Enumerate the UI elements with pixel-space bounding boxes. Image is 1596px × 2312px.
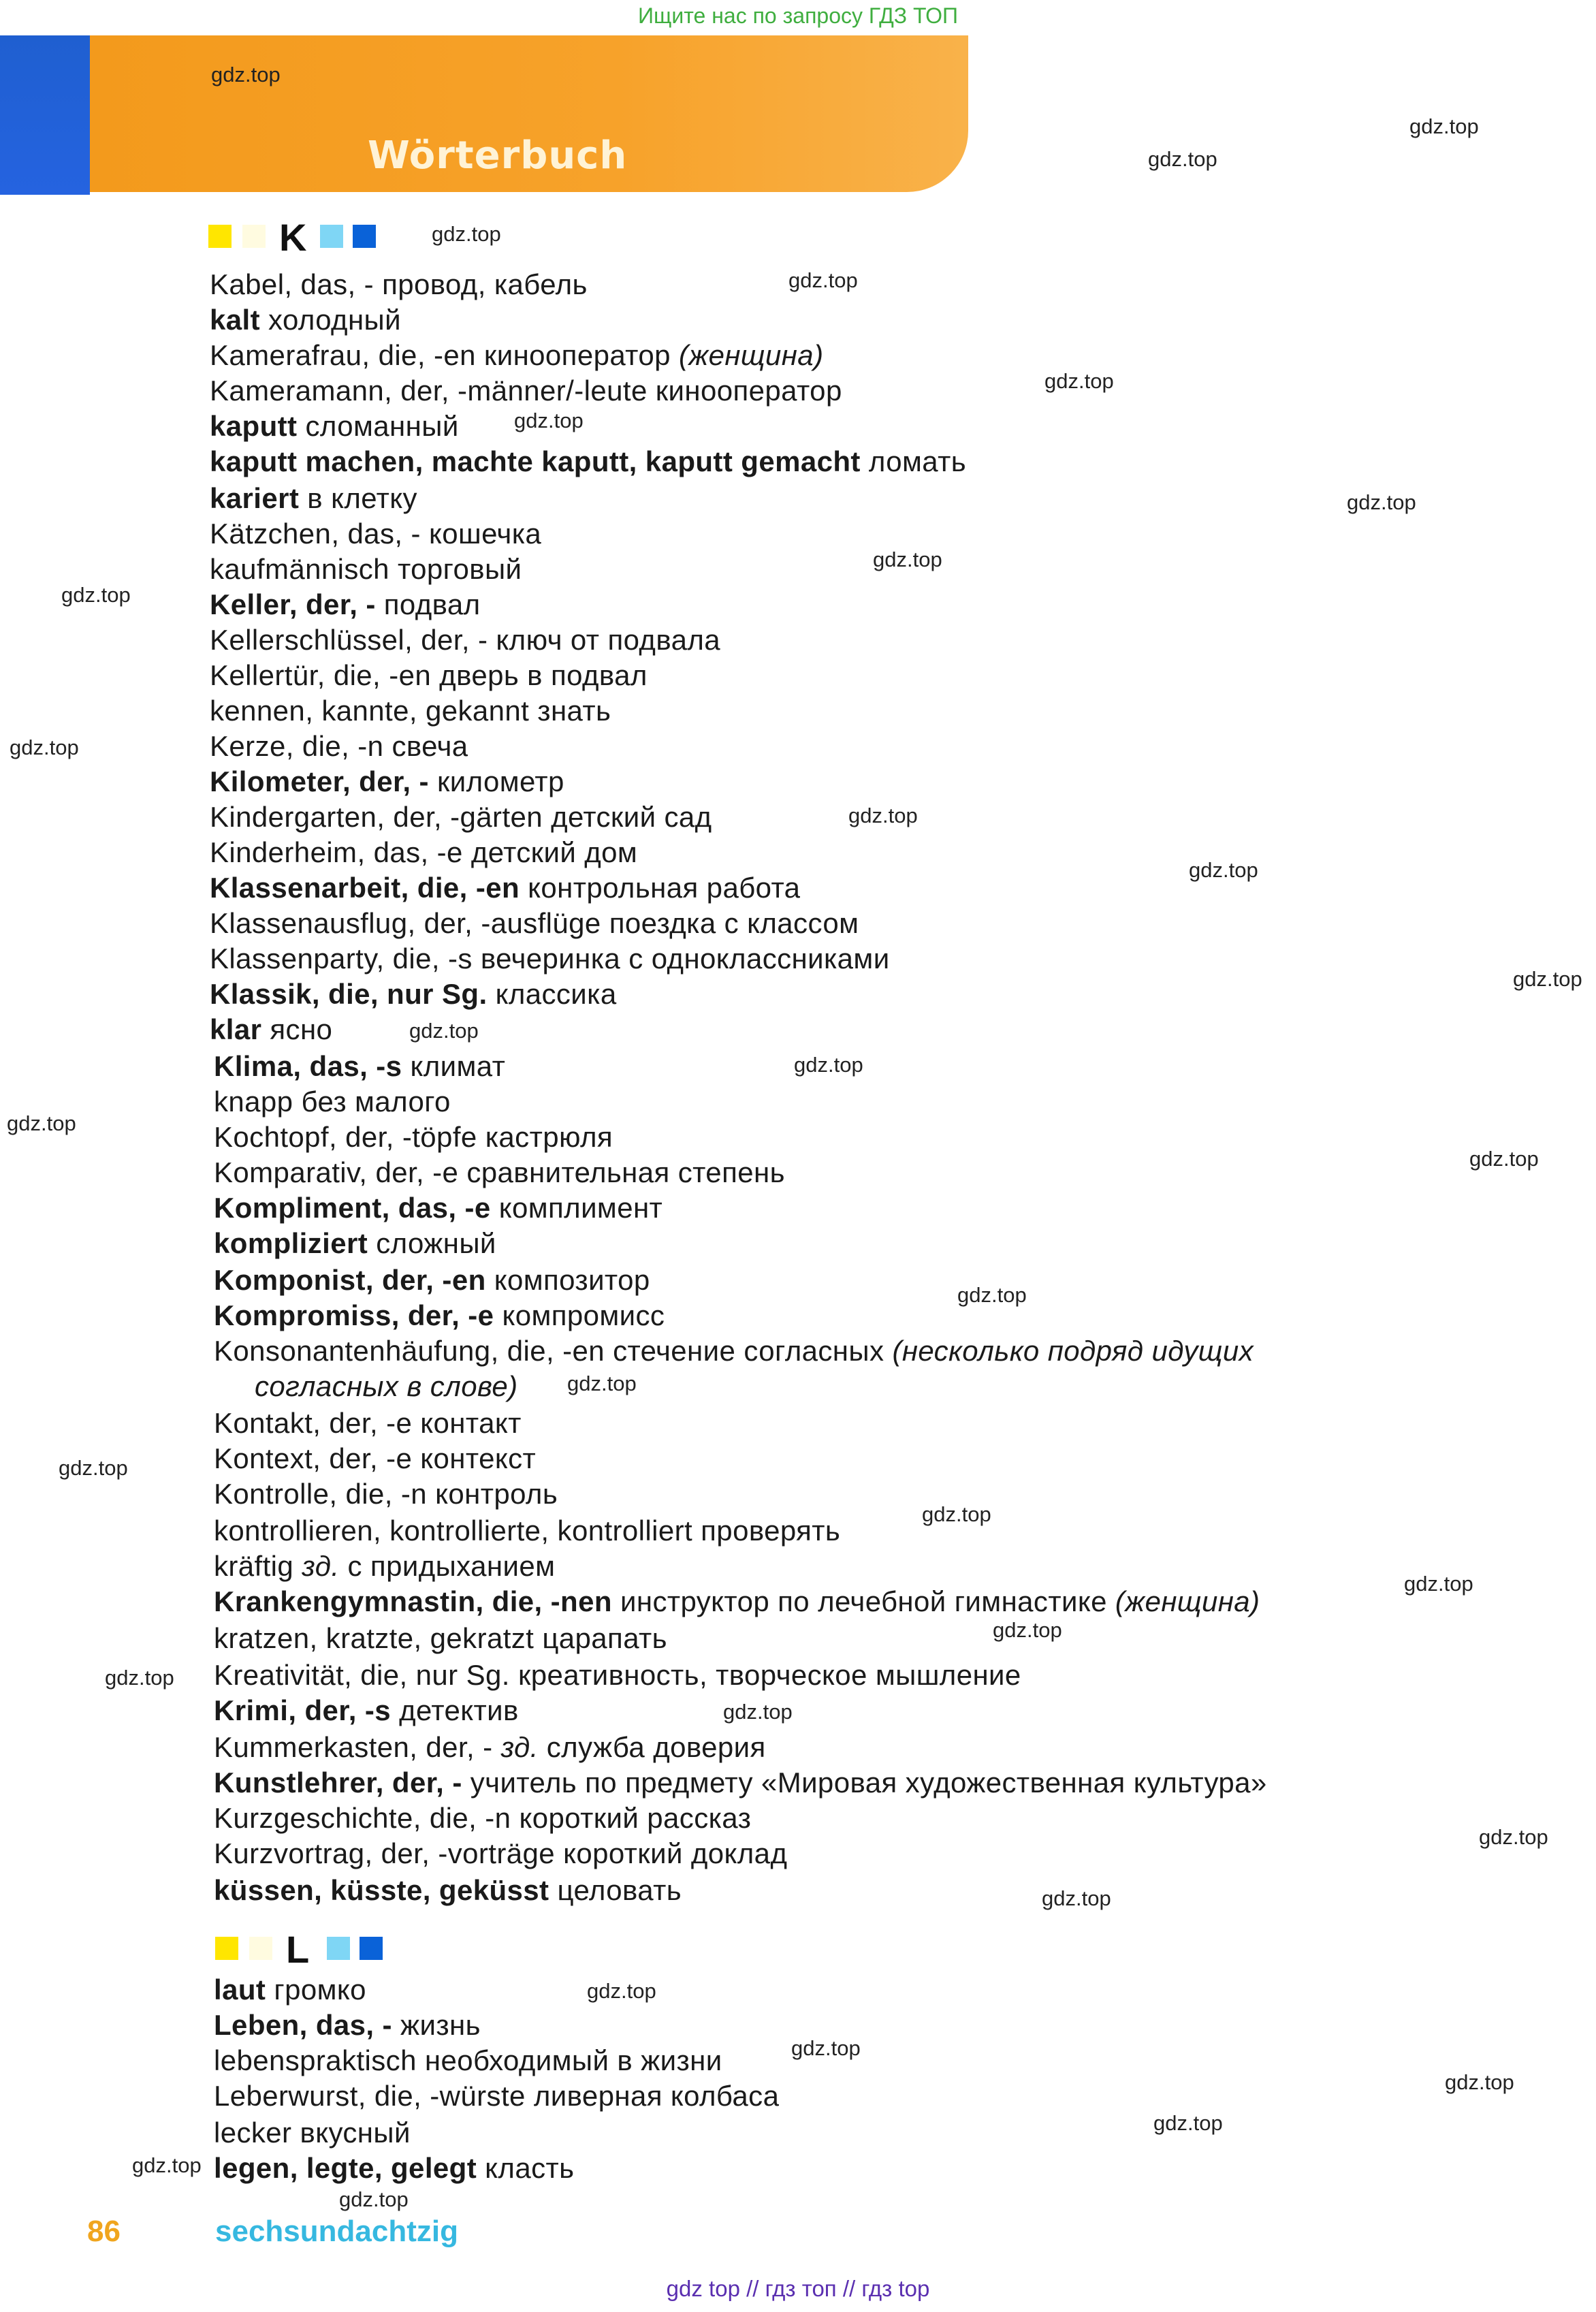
page-number-word: sechsundachtzig (215, 2215, 458, 2248)
page-title: Wörterbuch (368, 133, 628, 178)
entry-text: kontrollieren, kontrollierte, kontrolliert проверять (214, 1515, 841, 1547)
entry-text: knapp без малого (214, 1086, 451, 1118)
entry-text: kräftig (214, 1550, 302, 1582)
entry-headword: Kompliment, das, -e (214, 1192, 491, 1224)
watermark-text: gdz.top (957, 1283, 1027, 1307)
entry-headword: kalt (210, 304, 260, 336)
entry-text: Kochtopf, der, -töpfe кастрюля (214, 1121, 613, 1153)
watermark-text: gdz.top (1148, 147, 1217, 171)
entry-text: Kreativität, die, nur Sg. креативность, творческое мышление (214, 1659, 1021, 1691)
square-dark-blue (360, 1937, 383, 1960)
entry-text: Kurzvortrag, der, -vorträge короткий доклад (214, 1837, 788, 1869)
entry-text: Kummerkasten, der, - (214, 1731, 501, 1763)
entry-headword: Klassenarbeit, die, -en (210, 872, 520, 904)
watermark-text: gdz.top (788, 268, 858, 292)
watermark-text: gdz.top (7, 1111, 76, 1135)
dictionary-entry (214, 1658, 1021, 1693)
entry-headword: kaputt (210, 410, 298, 442)
entry-text: Kontext, der, -e контекст (214, 1442, 537, 1474)
entry-note: (женщина) (678, 339, 824, 371)
watermark-text: gdz.top (1042, 1886, 1111, 1910)
top-banner: Ищите нас по запросу ГДЗ ТОП (638, 3, 958, 28)
section-head-k (208, 216, 385, 259)
entry-text: сломанный (297, 410, 459, 442)
dictionary-entry (210, 729, 468, 764)
dictionary-entry (210, 552, 522, 587)
watermark-text: gdz.top (993, 1618, 1062, 1642)
dictionary-entry (210, 764, 564, 799)
entry-text: сложный (368, 1227, 496, 1259)
entry-headword: Klassik, die, nur Sg. (210, 978, 488, 1010)
dictionary-entry (214, 1765, 1267, 1801)
dictionary-entry (255, 1369, 518, 1404)
dictionary-entry (214, 1084, 451, 1120)
watermark-text: gdz.top (873, 548, 942, 571)
entry-headword: Kilometer, der, - (210, 765, 429, 797)
entry-text: Kinderheim, das, -e детский дом (210, 836, 638, 868)
entry-headword: Krankengymnastin, die, -nen (214, 1585, 612, 1617)
watermark-text: gdz.top (587, 1979, 656, 2003)
entry-text: учитель по предмету «Мировая художественная культура» (462, 1767, 1267, 1799)
dictionary-entry (210, 302, 401, 338)
watermark-text: gdz.top (1153, 2111, 1223, 2135)
dictionary-entry (214, 1621, 667, 1656)
square-light-blue (327, 1937, 350, 1960)
watermark-text: gdz.top (1409, 114, 1479, 138)
dictionary-entry (210, 693, 611, 729)
dictionary-entry (214, 1190, 663, 1226)
entry-text: Konsonantenhäufung, die, -en стечение согласных (214, 1335, 893, 1367)
dictionary-entry (214, 1873, 682, 1908)
entry-text: контрольная работа (520, 872, 801, 904)
entry-text: климат (402, 1050, 506, 1082)
entry-text: Kindergarten, der, -gärten детский сад (210, 801, 712, 833)
entry-headword: Klima, das, -s (214, 1050, 402, 1082)
dictionary-entry (210, 444, 966, 479)
dictionary-entry (214, 1513, 840, 1549)
watermark-text: gdz.top (1189, 858, 1258, 882)
entry-text: Komparativ, der, -e сравнительная степень (214, 1156, 785, 1188)
watermark-text: gdz.top (105, 1666, 174, 1690)
entry-headword: legen, legte, gelegt (214, 2152, 477, 2184)
entry-text: жизнь (392, 2009, 481, 2041)
entry-text: подвал (375, 588, 481, 620)
entry-text: ясно (261, 1013, 333, 1045)
dictionary-entry (210, 622, 720, 658)
entry-text: служба доверия (538, 1731, 766, 1763)
dictionary-entry (214, 1972, 366, 2008)
watermark-text: gdz.top (791, 2036, 861, 2060)
dictionary-entry (214, 1155, 785, 1190)
entry-text: компромисс (494, 1299, 665, 1331)
entry-text: Kontrolle, die, -n контроль (214, 1478, 558, 1510)
entry-headword: kompliziert (214, 1227, 368, 1259)
entry-headword: Komponist, der, -en (214, 1264, 486, 1296)
watermark-text: gdz.top (59, 1456, 128, 1480)
entry-text: Klassenparty, die, -s вечеринка с одноклассниками (210, 943, 890, 975)
square-yellow (215, 1937, 238, 1960)
dictionary-entry (214, 1049, 505, 1084)
entry-text: kaufmännisch торговый (210, 553, 522, 585)
entry-note: (женщина) (1115, 1585, 1260, 1617)
entry-headword: Leben, das, - (214, 2009, 392, 2041)
page-number: 86 (87, 2215, 121, 2248)
square-yellow (208, 225, 232, 248)
entry-text: километр (428, 765, 564, 797)
entry-text: с придыханием (339, 1550, 556, 1582)
dictionary-entry (214, 1333, 1254, 1369)
entry-text: Kontakt, der, -e контакт (214, 1407, 522, 1439)
dictionary-entry (214, 1120, 613, 1155)
dictionary-entry (210, 409, 459, 444)
dictionary-entry (214, 1801, 751, 1836)
entry-headword: kaputt machen, machte kaputt, kaputt gemacht (210, 445, 861, 477)
entry-headword: Keller, der, - (210, 588, 376, 620)
dictionary-entry (214, 2151, 574, 2186)
dictionary-entry (214, 1226, 496, 1261)
dictionary-entry (214, 2078, 779, 2114)
dictionary-entry (214, 1730, 766, 1765)
watermark-text: gdz.top (10, 735, 79, 759)
watermark-text: gdz.top (514, 409, 584, 432)
dictionary-entry (210, 587, 481, 622)
entry-text: комплимент (490, 1192, 663, 1224)
dictionary-entry (214, 1549, 555, 1584)
entry-text: композитор (485, 1264, 650, 1296)
watermark-text: gdz.top (1479, 1825, 1548, 1849)
entry-text: Kurzgeschichte, die, -n короткий рассказ (214, 1802, 752, 1834)
watermark-text: gdz.top (339, 2187, 409, 2211)
dictionary-entry (210, 1012, 332, 1047)
dictionary-entry (210, 835, 637, 870)
watermark-text: gdz.top (432, 222, 501, 246)
dictionary-entry (214, 1298, 665, 1333)
section-letter: K (279, 216, 307, 259)
square-light-blue (320, 225, 343, 248)
entry-text: Kellerschlüssel, der, - ключ от подвала (210, 624, 721, 656)
watermark-text: gdz.top (1404, 1572, 1473, 1596)
entry-note: (несколько подряд идущих (892, 1335, 1254, 1367)
watermark-text: gdz.top (1445, 2070, 1514, 2094)
entry-text: Kätzchen, das, - кошечка (210, 518, 542, 550)
dictionary-entry (214, 2008, 481, 2043)
section-head-l (215, 1928, 392, 1971)
square-cream (249, 1937, 272, 1960)
entry-headword: Kompromiss, der, -e (214, 1299, 494, 1331)
entry-text: kennen, kannte, gekannt знать (210, 695, 611, 727)
square-cream (242, 225, 266, 248)
watermark-text: gdz.top (723, 1700, 793, 1724)
dictionary-entry (214, 1406, 522, 1441)
dictionary-entry (214, 1584, 1260, 1619)
dictionary-entry (214, 1836, 787, 1871)
entry-text: Leberwurst, die, -würste ливерная колбаса (214, 2080, 780, 2112)
entry-text: ломать (860, 445, 967, 477)
watermark-text: gdz.top (1469, 1147, 1539, 1171)
dictionary-entry (210, 516, 541, 552)
entry-note: зд. (500, 1731, 539, 1763)
dictionary-entry (214, 1476, 558, 1512)
watermark-text: gdz.top (794, 1053, 863, 1077)
entry-headword: Krimi, der, -s (214, 1694, 392, 1726)
watermark-text: gdz.top (211, 63, 281, 86)
footer-links: gdz top // гдз топ // гдз top (666, 2276, 930, 2301)
entry-text: детектив (391, 1694, 519, 1726)
entry-text: Kellertür, die, -en дверь в подвал (210, 659, 648, 691)
watermark-text: gdz.top (409, 1019, 479, 1043)
entry-text: громко (266, 1974, 366, 2006)
entry-note: согласных в слове) (255, 1370, 518, 1402)
dictionary-entry (210, 870, 800, 906)
watermark-text: gdz.top (1347, 490, 1416, 514)
dictionary-entry (214, 1693, 519, 1728)
entry-text: Kabel, das, - провод, кабель (210, 268, 588, 300)
dictionary-entry (210, 481, 417, 516)
entry-text: Kameramann, der, -männer/-leute кинооператор (210, 375, 842, 407)
square-dark-blue (353, 225, 376, 248)
entry-text: классика (487, 978, 617, 1010)
dictionary-entry (210, 941, 890, 977)
watermark-text: gdz.top (132, 2153, 202, 2177)
entry-text: lecker вкусный (214, 2117, 411, 2149)
dictionary-entry (210, 267, 588, 302)
entry-note: зд. (302, 1550, 340, 1582)
entry-headword: Kunstlehrer, der, - (214, 1767, 462, 1799)
entry-text: класть (477, 2152, 575, 2184)
dictionary-entry (210, 977, 617, 1012)
watermark-text: gdz.top (1044, 369, 1114, 393)
entry-text: холодный (259, 304, 401, 336)
dictionary-entry (210, 658, 648, 693)
entry-headword: laut (214, 1974, 266, 2006)
section-letter: L (286, 1928, 310, 1971)
entry-text: инструктор по лечебной гимнастике (611, 1585, 1115, 1617)
watermark-text: gdz.top (1513, 967, 1582, 991)
entry-text: целовать (549, 1874, 682, 1906)
dictionary-entry (210, 338, 823, 373)
dictionary-entry (214, 1263, 650, 1298)
dictionary-entry (210, 906, 859, 941)
entry-text: Klassenausflug, der, -ausflüge поездка с классом (210, 907, 859, 939)
dictionary-entry (210, 373, 842, 409)
watermark-text: gdz.top (567, 1372, 637, 1395)
dictionary-entry (210, 799, 712, 835)
entry-text: kratzen, kratzte, gekratzt царапать (214, 1622, 667, 1654)
entry-text: Kamerafrau, die, -en кинооператор (210, 339, 679, 371)
header-blue-stripe (0, 35, 90, 195)
dictionary-entry (214, 1441, 536, 1476)
dictionary-entry (214, 2043, 722, 2078)
entry-text: lebenspraktisch необходимый в жизни (214, 2044, 722, 2076)
entry-headword: küssen, küsste, geküsst (214, 1874, 549, 1906)
entry-headword: klar (210, 1013, 262, 1045)
watermark-text: gdz.top (922, 1502, 991, 1526)
entry-headword: kariert (210, 482, 300, 514)
watermark-text: gdz.top (61, 583, 131, 607)
entry-text: в клетку (299, 482, 417, 514)
watermark-text: gdz.top (848, 804, 918, 827)
dictionary-entry (214, 2115, 411, 2151)
entry-text: Kerze, die, -n свеча (210, 730, 468, 762)
